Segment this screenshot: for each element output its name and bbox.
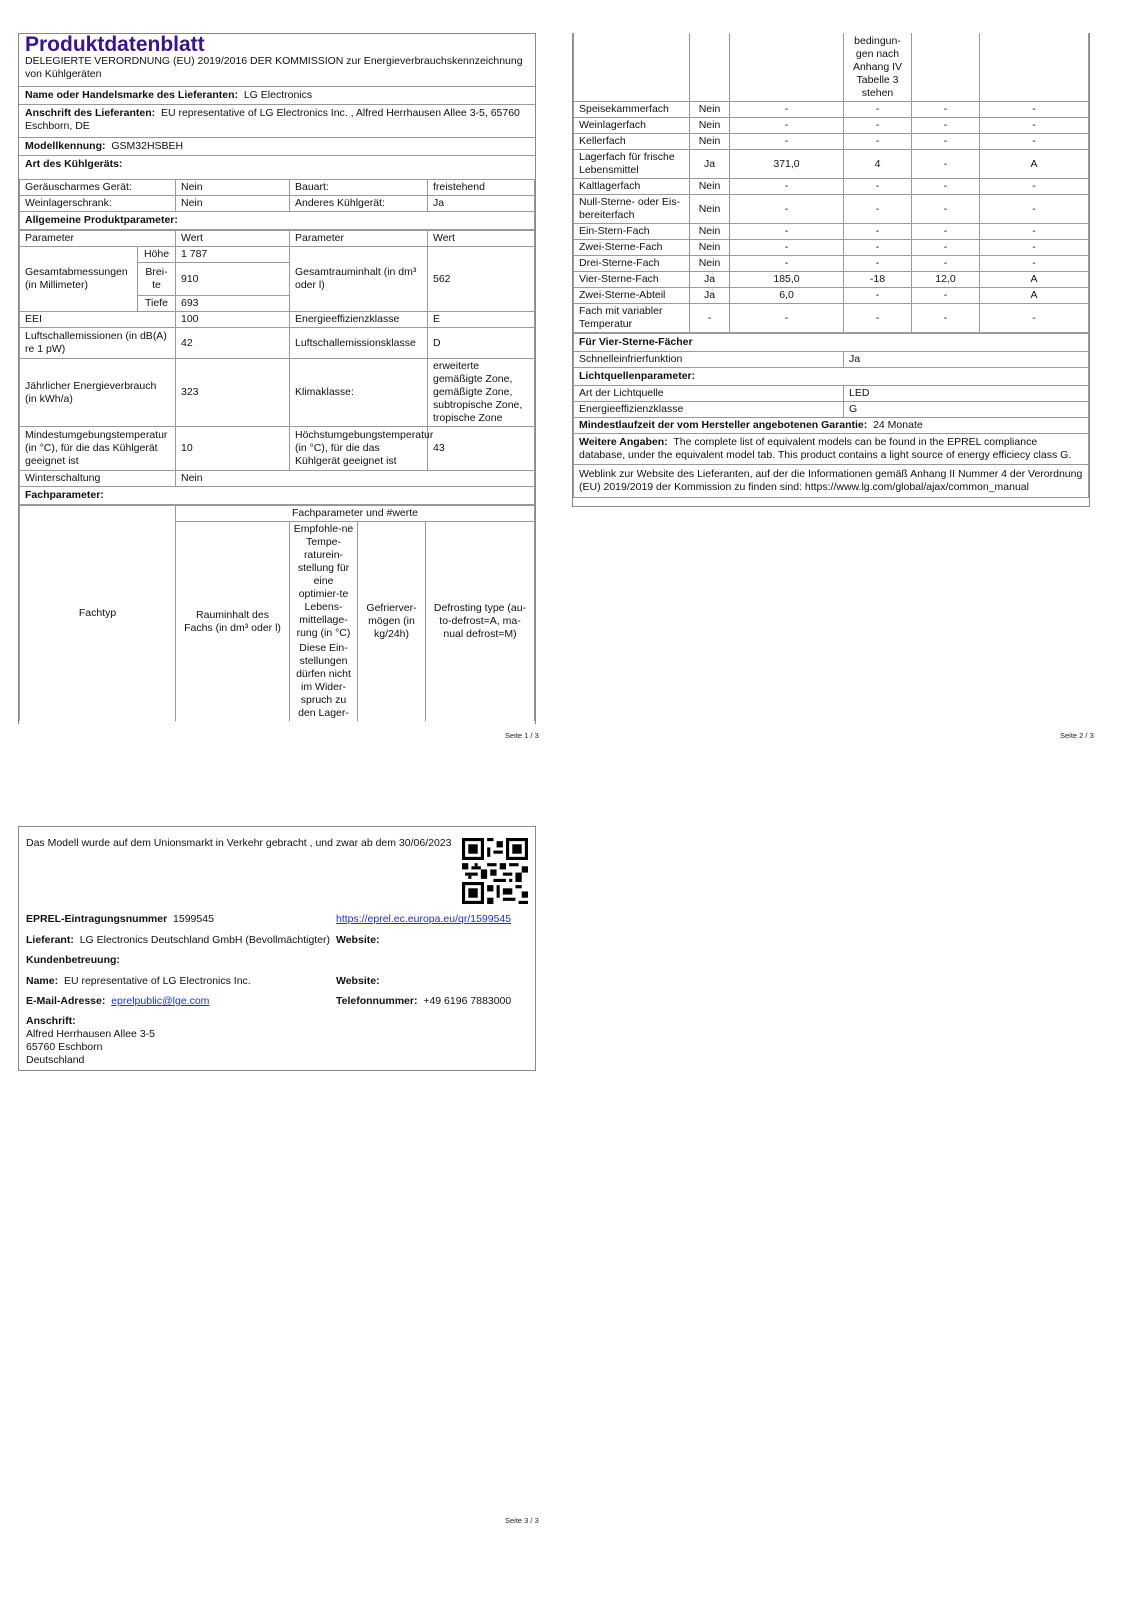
- regulation-text: DELEGIERTE VERORDNUNG (EU) 2019/2016 DER KOMMISSION zur Energieverbrauchskennzeichnung von Kühlgeräten: [19, 53, 535, 87]
- page-title: Produktdatenblatt: [25, 33, 205, 56]
- maxtemp-value: 43: [428, 427, 535, 471]
- compartment-name: Kellerfach: [574, 134, 690, 150]
- compartment-header-table: [19, 505, 535, 721]
- wine-cabinet-value: Nein: [176, 196, 290, 212]
- volume-value: 562: [428, 247, 535, 312]
- compartment-freeze: -: [912, 134, 980, 150]
- page-1-sheet: [18, 33, 536, 724]
- compartment-present: Nein: [690, 102, 730, 118]
- website-label-2: Website:: [336, 975, 380, 987]
- col-temp-text-a: Empfohle-ne Tempe-raturein-stellung für eine optimier-te Lebens-mittellage-rung (in °C): [293, 523, 354, 639]
- energy-value: 323: [176, 359, 290, 427]
- name-value: EU representative of LG Electronics Inc.: [63, 975, 251, 987]
- eprel-label: EPREL-Eintragungsnummer: [26, 913, 168, 925]
- depth-value: 693: [176, 296, 290, 312]
- cont-empty-3: [730, 33, 844, 102]
- winter-label: Winterschaltung: [20, 471, 176, 487]
- col-temp-text-b: Diese Ein-stellungen dürfen nicht im Wider-spruch zu den Lager-: [296, 642, 351, 719]
- compartment-freeze: -: [912, 179, 980, 195]
- compartment-freeze: -: [912, 240, 980, 256]
- compartment-name: Vier-Sterne-Fach: [574, 272, 690, 288]
- cont-empty-5: [980, 33, 1089, 102]
- compartment-volume: -: [730, 304, 844, 333]
- compartment-freeze: -: [912, 118, 980, 134]
- compartment-defrost: -: [980, 224, 1089, 240]
- compartment-freeze: -: [912, 288, 980, 304]
- eprel-row: [26, 913, 214, 925]
- compartment-name: Speisekammerfach: [574, 102, 690, 118]
- col-defrost: Defrosting type (au-to-defrost=A, ma-nual defrost=M): [426, 522, 535, 722]
- four-star-heading: Für Vier-Sterne-Fächer: [574, 334, 1089, 352]
- compartment-defrost: A: [980, 288, 1089, 304]
- page-number-2: Seite 2 / 3: [1060, 731, 1094, 740]
- lieferant-row: [26, 934, 330, 946]
- energy-label: Jährlicher Energieverbrauch (in kWh/a): [20, 359, 176, 427]
- name-label: Name:: [26, 975, 59, 987]
- depth-label: Tiefe: [138, 296, 176, 312]
- col-temp-continued: bedingun-gen nach Anhang IV Tabelle 3 stehen: [844, 33, 912, 102]
- compartment-name: Kaltlagerfach: [574, 179, 690, 195]
- compartment-present: -: [690, 304, 730, 333]
- noise-label: Luftschallemissionen (in dB(A) re 1 pW): [20, 328, 176, 359]
- phone-row: [336, 995, 511, 1007]
- phone-value: +49 6196 7883000: [423, 995, 512, 1007]
- anschrift-line: Alfred Herrhausen Allee 3-5: [26, 1028, 155, 1040]
- col-value-1: Wert: [176, 231, 290, 247]
- compartment-defrost: -: [980, 256, 1089, 272]
- email-link[interactable]: eprelpublic@lge.com: [111, 995, 210, 1007]
- warranty-row: [574, 418, 1089, 434]
- compartment-row: [574, 150, 1089, 179]
- light-type-label: Art der Lichtquelle: [574, 386, 844, 402]
- mintemp-label: Mindestumgebungstemperatur (in °C), für die das Kühlgerät geeignet ist: [20, 427, 176, 471]
- compartment-freeze: -: [912, 256, 980, 272]
- col-group-header: Fachparameter und #werte: [176, 506, 535, 522]
- compartment-volume: -: [730, 195, 844, 224]
- page-2-sheet: [572, 33, 1090, 507]
- email-label: E-Mail-Adresse:: [26, 995, 106, 1007]
- compartment-temp: -: [844, 256, 912, 272]
- lieferant-value: LG Electronics Deutschland GmbH (Bevollmächtigter): [79, 934, 331, 946]
- warranty-label: Mindestlaufzeit der vom Hersteller angebotenen Garantie:: [579, 419, 868, 431]
- support-heading: Kundenbetreuung:: [26, 954, 120, 966]
- compartment-table: [573, 33, 1089, 333]
- general-params-table: [19, 230, 535, 505]
- compartment-volume: -: [730, 102, 844, 118]
- compartment-temp: -: [844, 224, 912, 240]
- light-heading: Lichtquellenparameter:: [574, 368, 1089, 386]
- compartment-freeze: -: [912, 150, 980, 179]
- phone-label: Telefonnummer:: [336, 995, 418, 1007]
- light-type-value: LED: [844, 386, 1089, 402]
- width-label: Brei-te: [138, 263, 176, 296]
- col-type: Fachtyp: [20, 506, 176, 722]
- compartment-temp: -: [844, 102, 912, 118]
- compartment-temp: -: [844, 195, 912, 224]
- eprel-value: 1599545: [173, 913, 214, 925]
- col-volume: Rauminhalt des Fachs (in dm³ oder l): [176, 522, 290, 722]
- compartment-freeze: -: [912, 195, 980, 224]
- name-row: [26, 975, 251, 987]
- address-label: Anschrift des Lieferanten:: [25, 107, 156, 119]
- height-value: 1 787: [176, 247, 290, 263]
- design-label: Bauart:: [290, 180, 428, 196]
- compartment-name: Zwei-Sterne-Fach: [574, 240, 690, 256]
- compartment-volume: 371,0: [730, 150, 844, 179]
- compartment-temp: -: [844, 179, 912, 195]
- compartment-present: Nein: [690, 224, 730, 240]
- eei-label: EEI: [20, 312, 176, 328]
- climate-value: erweiterte gemäßigte Zone, gemäßigte Zone, subtropische Zone, tropische Zone: [428, 359, 535, 427]
- address-row: [19, 105, 535, 138]
- anschrift-line: 65760 Eschborn: [26, 1041, 103, 1053]
- noiseclass-value: D: [428, 328, 535, 359]
- compartment-freeze: -: [912, 224, 980, 240]
- details-table: [573, 333, 1089, 498]
- compartment-present: Ja: [690, 288, 730, 304]
- noise-device-value: Nein: [176, 180, 290, 196]
- col-freeze: Gefrierver-mögen (in kg/24h): [358, 522, 426, 722]
- warranty-value: 24 Monate: [873, 419, 923, 431]
- winter-value: Nein: [176, 471, 535, 487]
- compartment-volume: -: [730, 179, 844, 195]
- compartment-volume: -: [730, 224, 844, 240]
- model-label: Modellkennung:: [25, 140, 106, 152]
- market-date-text: Das Modell wurde auf dem Unionsmarkt in Verkehr gebracht , und zwar ab dem 30/06/2023: [26, 837, 452, 849]
- compartment-name: Lagerfach für frische Lebensmittel: [574, 150, 690, 179]
- light-class-value: G: [844, 402, 1089, 418]
- compartment-present: Nein: [690, 195, 730, 224]
- compartment-rows: [574, 102, 1089, 333]
- col-value-2: Wert: [428, 231, 535, 247]
- compartment-row: [574, 240, 1089, 256]
- supplier-value: LG Electronics: [243, 89, 313, 101]
- col-temp: [290, 522, 358, 722]
- compartment-row: [574, 304, 1089, 333]
- width-value: 910: [176, 263, 290, 296]
- model-row: [19, 138, 535, 156]
- compartment-row: [574, 288, 1089, 304]
- eei-value: 100: [176, 312, 290, 328]
- compartment-row: [574, 195, 1089, 224]
- website-label-1: Website:: [336, 934, 380, 946]
- maxtemp-label: Höchstumgebungstemperatur (in °C), für die das Kühlgerät geeignet ist: [290, 427, 428, 471]
- fastfreeze-label: Schnelleinfrierfunktion: [574, 352, 844, 368]
- compartment-temp: -: [844, 134, 912, 150]
- compartment-name: Null-Sterne- oder Eis-bereiterfach: [574, 195, 690, 224]
- cont-empty-1: [574, 33, 690, 102]
- noise-value: 42: [176, 328, 290, 359]
- compartment-defrost: -: [980, 102, 1089, 118]
- device-type-table: [19, 179, 535, 230]
- compartment-defrost: -: [980, 134, 1089, 150]
- general-heading: Allgemeine Produktparameter:: [20, 212, 535, 230]
- compartment-present: Nein: [690, 240, 730, 256]
- compartment-defrost: -: [980, 304, 1089, 333]
- compartment-defrost: -: [980, 240, 1089, 256]
- compartment-freeze: -: [912, 102, 980, 118]
- other-device-value: Ja: [428, 196, 535, 212]
- light-class-label: Energieeffizienzklasse: [574, 402, 844, 418]
- compartment-present: Nein: [690, 118, 730, 134]
- compartment-volume: -: [730, 134, 844, 150]
- climate-label: Klimaklasse:: [290, 359, 428, 427]
- eclass-label: Energieeffizienzklasse: [290, 312, 428, 328]
- supplier-row: [19, 87, 535, 105]
- compartment-defrost: A: [980, 150, 1089, 179]
- qr-code-icon: [462, 838, 528, 904]
- wine-cabinet-label: Weinlagerschrank:: [20, 196, 176, 212]
- compartment-row: [574, 272, 1089, 288]
- fastfreeze-value: Ja: [844, 352, 1089, 368]
- compartment-defrost: A: [980, 272, 1089, 288]
- weblink-text: Weblink zur Website des Lieferanten, auf der die Informationen gemäß Anhang II Nummer 4 der Verordnung (EU) 2019/2019 der Kommission zu finden sind: https://www.lg.com/global/ajax/common_manual: [574, 465, 1089, 498]
- compartment-row: [574, 224, 1089, 240]
- eclass-value: E: [428, 312, 535, 328]
- supplier-label: Name oder Handelsmarke des Lieferanten:: [25, 89, 238, 101]
- page-number-3: Seite 3 / 3: [505, 1516, 539, 1525]
- compartment-defrost: -: [980, 179, 1089, 195]
- compartment-volume: -: [730, 240, 844, 256]
- page-3-sheet: [18, 826, 536, 1071]
- compartment-volume: 6,0: [730, 288, 844, 304]
- compartment-row: [574, 134, 1089, 150]
- compartment-volume: 185,0: [730, 272, 844, 288]
- other-device-label: Anderes Kühlgerät:: [290, 196, 428, 212]
- compartment-present: Nein: [690, 179, 730, 195]
- compartment-heading: Fachparameter:: [20, 487, 535, 505]
- anschrift-label: Anschrift:: [26, 1015, 76, 1027]
- compartment-freeze: 12,0: [912, 272, 980, 288]
- anschrift-line: Deutschland: [26, 1054, 85, 1066]
- compartment-present: Ja: [690, 272, 730, 288]
- compartment-defrost: -: [980, 118, 1089, 134]
- device-type-heading: Art des Kühlgeräts:: [25, 158, 123, 170]
- compartment-row: [574, 118, 1089, 134]
- mintemp-value: 10: [176, 427, 290, 471]
- model-value: GSM32HSBEH: [111, 140, 184, 152]
- compartment-temp: -: [844, 118, 912, 134]
- noise-device-label: Geräuscharmes Gerät:: [20, 180, 176, 196]
- compartment-temp: -: [844, 288, 912, 304]
- compartment-name: Fach mit variabler Temperatur: [574, 304, 690, 333]
- compartment-name: Drei-Sterne-Fach: [574, 256, 690, 272]
- col-param-2: Parameter: [290, 231, 428, 247]
- compartment-row: [574, 256, 1089, 272]
- compartment-volume: -: [730, 256, 844, 272]
- cont-empty-2: [690, 33, 730, 102]
- col-param-1: Parameter: [20, 231, 176, 247]
- address-value: EU representative of LG Electronics Inc. , Alfred Herrhausen Allee 3-5, 65760 Eschborn, DE: [25, 107, 520, 132]
- compartment-volume: -: [730, 118, 844, 134]
- compartment-row: [574, 102, 1089, 118]
- noiseclass-label: Luftschallemissionsklasse: [290, 328, 428, 359]
- compartment-temp: 4: [844, 150, 912, 179]
- additional-row: [574, 434, 1089, 465]
- email-row: [26, 995, 209, 1007]
- additional-value: The complete list of equivalent models can be found in the EPREL compliance database, under the equivalent model tab. This product contains a light source of energy efficiecy class G.: [579, 436, 1072, 461]
- compartment-name: Ein-Stern-Fach: [574, 224, 690, 240]
- volume-label: Gesamtrauminhalt (in dm³ oder l): [290, 247, 428, 312]
- compartment-row: [574, 179, 1089, 195]
- compartment-temp: -: [844, 240, 912, 256]
- compartment-freeze: -: [912, 304, 980, 333]
- height-label: Höhe: [138, 247, 176, 263]
- anschrift-lines: [26, 1028, 155, 1067]
- dims-label: Gesamtabmessungen (in Millimeter): [20, 247, 138, 312]
- lieferant-label: Lieferant:: [26, 934, 74, 946]
- compartment-name: Weinlagerfach: [574, 118, 690, 134]
- compartment-present: Ja: [690, 150, 730, 179]
- design-value: freistehend: [428, 180, 535, 196]
- compartment-temp: -: [844, 304, 912, 333]
- cont-empty-4: [912, 33, 980, 102]
- compartment-name: Zwei-Sterne-Abteil: [574, 288, 690, 304]
- compartment-present: Nein: [690, 134, 730, 150]
- compartment-present: Nein: [690, 256, 730, 272]
- compartment-temp: -18: [844, 272, 912, 288]
- eprel-link[interactable]: https://eprel.ec.europa.eu/qr/1599545: [336, 913, 512, 925]
- additional-label: Weitere Angaben:: [579, 436, 668, 448]
- page-number-1: Seite 1 / 3: [505, 731, 539, 740]
- compartment-defrost: -: [980, 195, 1089, 224]
